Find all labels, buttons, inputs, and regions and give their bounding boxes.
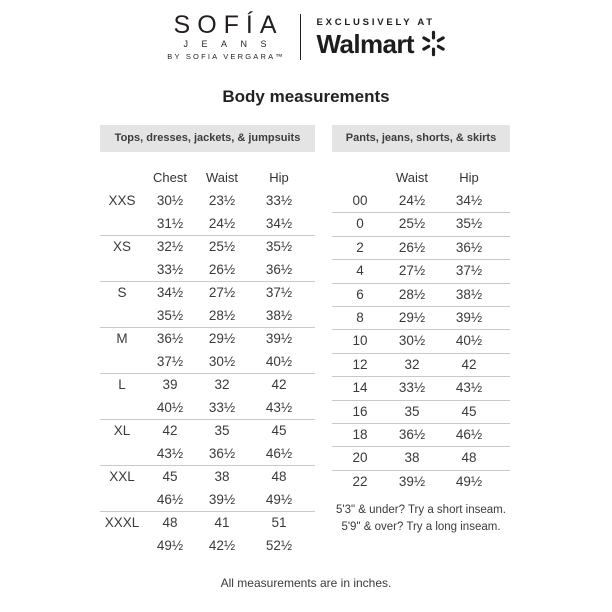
tops-table-section [100, 125, 315, 557]
column-header: Hip [269, 170, 289, 185]
table-row [332, 401, 510, 423]
table-row [100, 512, 315, 535]
size-row-0 [332, 213, 510, 236]
size-row-22 [332, 471, 510, 493]
table-row [100, 420, 315, 443]
value-cell: 34½ [156, 285, 184, 300]
size-cell: 14 [352, 380, 368, 396]
value-cell: 49½ [156, 537, 184, 553]
table-row [100, 213, 315, 236]
table-row [100, 190, 315, 213]
value-cell: 39½ [208, 491, 236, 507]
value-cell: 25½ [208, 239, 236, 254]
table-row [100, 236, 315, 259]
size-row-10 [332, 330, 510, 353]
page-title: Body measurements [222, 87, 390, 106]
size-row-18 [332, 424, 510, 447]
inseam-notes [332, 502, 510, 535]
size-group-S [100, 282, 315, 328]
value-cell: 25½ [398, 216, 426, 232]
size-group-M [100, 328, 315, 374]
spacer-cell [100, 305, 144, 328]
table-row [332, 447, 510, 469]
table-row [332, 284, 510, 306]
table-row [100, 443, 315, 466]
long-inseam-note: 5'9" & over? Try a long inseam. [341, 520, 501, 533]
bottoms-table-body [332, 190, 510, 493]
value-cell: 48 [461, 450, 477, 466]
value-cell: 28½ [208, 307, 236, 323]
value-cell: 52½ [265, 537, 293, 553]
value-cell: 33½ [265, 193, 293, 208]
table-row [332, 307, 510, 329]
spacer-cell [100, 535, 144, 558]
size-group-XL [100, 420, 315, 466]
size-cell: 6 [356, 286, 364, 302]
value-cell: 43½ [265, 399, 293, 415]
brand-subline: JEANS [183, 39, 281, 49]
walmart-spark-icon [420, 30, 447, 57]
value-cell: 32½ [156, 239, 184, 254]
value-cell: 29½ [208, 331, 236, 346]
size-cell: XL [113, 423, 131, 438]
table-row [100, 466, 315, 489]
value-cell: 40½ [156, 399, 184, 415]
size-cell: 00 [352, 193, 368, 208]
value-cell: 40½ [455, 333, 483, 349]
bottoms-table-section [332, 125, 510, 535]
spacer-cell [100, 213, 144, 236]
table-row [100, 282, 315, 305]
size-row-6 [332, 284, 510, 307]
value-cell: 33½ [156, 261, 184, 277]
size-row-4 [332, 260, 510, 283]
size-cell: 18 [352, 426, 368, 442]
logo-divider [300, 14, 302, 60]
table-row [100, 328, 315, 351]
value-cell: 36½ [455, 239, 483, 255]
brand-header [0, 13, 612, 61]
value-cell: 35 [214, 423, 230, 438]
value-cell: 32 [404, 356, 420, 372]
value-cell: 38½ [265, 307, 293, 323]
value-cell: 32 [214, 377, 230, 392]
sofia-jeans-logo [165, 13, 285, 61]
value-cell: 39½ [265, 331, 293, 346]
size-cell: 10 [352, 333, 368, 349]
value-cell: 28½ [398, 286, 426, 302]
size-cell: 16 [352, 403, 368, 419]
value-cell: 36½ [156, 331, 184, 346]
table-row [332, 330, 510, 352]
value-cell: 40½ [265, 353, 293, 369]
value-cell: 43½ [455, 380, 483, 396]
value-cell: 48 [162, 515, 178, 530]
value-cell: 45 [162, 469, 178, 484]
value-cell: 49½ [265, 491, 293, 507]
value-cell: 36½ [398, 426, 426, 442]
value-cell: 34½ [455, 193, 483, 208]
table-row [332, 424, 510, 446]
spacer-cell [100, 397, 144, 420]
size-cell: 8 [356, 309, 364, 325]
tops-table-header-bar: Tops, dresses, jackets, & jumpsuits [100, 125, 315, 152]
value-cell: 37½ [156, 353, 184, 369]
size-group-XXL [100, 466, 315, 512]
value-cell: 42 [271, 377, 287, 392]
size-cell: S [117, 285, 127, 300]
size-row-20 [332, 447, 510, 470]
value-cell: 39½ [455, 309, 483, 325]
brand-byline: BY SOFIA VERGARA™ [167, 52, 285, 61]
value-cell: 39 [162, 377, 178, 392]
bottoms-column-headers [332, 166, 510, 190]
value-cell: 46½ [156, 491, 184, 507]
size-row-2 [332, 237, 510, 260]
size-cell: 4 [356, 263, 364, 279]
value-cell: 41 [214, 515, 230, 530]
table-row [100, 489, 315, 512]
table-row [100, 535, 315, 558]
table-row [100, 397, 315, 420]
value-cell: 42 [461, 356, 477, 372]
value-cell: 43½ [156, 445, 184, 461]
value-cell: 35½ [455, 216, 483, 232]
table-row [100, 166, 315, 190]
table-row [332, 237, 510, 259]
column-header: Chest [153, 170, 187, 185]
column-header: Waist [205, 170, 239, 185]
size-row-00 [332, 190, 510, 213]
size-cell: L [118, 377, 126, 392]
spacer-cell [100, 166, 144, 190]
spacer-cell [100, 351, 144, 374]
size-cell: 20 [352, 450, 368, 466]
value-cell: 49½ [455, 473, 483, 489]
value-cell: 35 [404, 403, 420, 419]
value-cell: 24½ [208, 215, 236, 231]
walmart-logo [316, 17, 446, 58]
size-row-14 [332, 377, 510, 400]
value-cell: 46½ [265, 445, 293, 461]
value-cell: 26½ [398, 239, 426, 255]
size-cell: M [116, 331, 128, 346]
walmart-wordmark-row [316, 30, 446, 58]
size-group-L [100, 374, 315, 420]
value-cell: 33½ [208, 399, 236, 415]
value-cell: 38½ [455, 286, 483, 302]
size-cell: XXL [109, 469, 135, 484]
bottoms-table-header-bar: Pants, jeans, shorts, & skirts [332, 125, 510, 152]
size-cell: 22 [352, 473, 368, 489]
value-cell: 27½ [398, 263, 426, 279]
size-row-12 [332, 354, 510, 377]
value-cell: 23½ [208, 193, 236, 208]
value-cell: 34½ [265, 215, 293, 231]
size-row-8 [332, 307, 510, 330]
value-cell: 35½ [265, 239, 293, 254]
size-group-XXS [100, 190, 315, 236]
table-row [100, 259, 315, 282]
spacer-cell [332, 166, 388, 190]
size-cell: 12 [352, 356, 368, 372]
value-cell: 45 [461, 403, 477, 419]
column-header: Waist [395, 170, 429, 185]
value-cell: 48 [271, 469, 287, 484]
value-cell: 30½ [156, 193, 184, 208]
exclusively-at-label: EXCLUSIVELY AT [316, 16, 435, 28]
table-row [100, 374, 315, 397]
table-row [332, 260, 510, 282]
value-cell: 45 [271, 423, 287, 438]
value-cell: 24½ [398, 193, 426, 208]
spacer-cell [100, 259, 144, 282]
footer-note: All measurements are in inches. [220, 576, 392, 590]
value-cell: 42½ [208, 537, 236, 553]
value-cell: 38 [404, 450, 420, 466]
value-cell: 30½ [208, 353, 236, 369]
size-cell: 0 [356, 216, 364, 232]
size-row-16 [332, 401, 510, 424]
table-row [100, 305, 315, 328]
value-cell: 29½ [398, 309, 426, 325]
spacer-cell [100, 489, 144, 512]
value-cell: 33½ [398, 380, 426, 396]
tops-column-headers [100, 166, 315, 190]
value-cell: 31½ [156, 215, 184, 231]
spacer-cell [100, 443, 144, 466]
value-cell: 42 [162, 423, 178, 438]
size-cell: XS [112, 239, 131, 254]
value-cell: 39½ [398, 473, 426, 489]
short-inseam-note: 5'3" & under? Try a short inseam. [336, 504, 506, 517]
value-cell: 51 [271, 515, 287, 530]
column-header: Hip [459, 170, 479, 185]
table-row [332, 377, 510, 399]
size-cell: XXS [108, 193, 136, 208]
value-cell: 37½ [265, 285, 293, 300]
value-cell: 36½ [208, 445, 236, 461]
value-cell: 36½ [265, 261, 293, 277]
table-row [332, 213, 510, 235]
brand-name: SOFÍA [173, 11, 284, 39]
value-cell: 26½ [208, 261, 236, 277]
size-group-XXXL [100, 512, 315, 557]
size-group-XS [100, 236, 315, 282]
value-cell: 37½ [455, 263, 483, 279]
table-row [332, 190, 510, 212]
table-row [332, 166, 510, 190]
tops-table-body [100, 190, 315, 557]
table-row [332, 471, 510, 493]
walmart-wordmark: Walmart [316, 28, 414, 59]
value-cell: 27½ [208, 285, 236, 300]
size-cell: 2 [356, 239, 364, 255]
table-row [100, 351, 315, 374]
size-cell: XXXL [104, 515, 140, 530]
value-cell: 38 [214, 469, 230, 484]
value-cell: 30½ [398, 333, 426, 349]
value-cell: 35½ [156, 307, 184, 323]
table-row [332, 354, 510, 376]
value-cell: 46½ [455, 426, 483, 442]
